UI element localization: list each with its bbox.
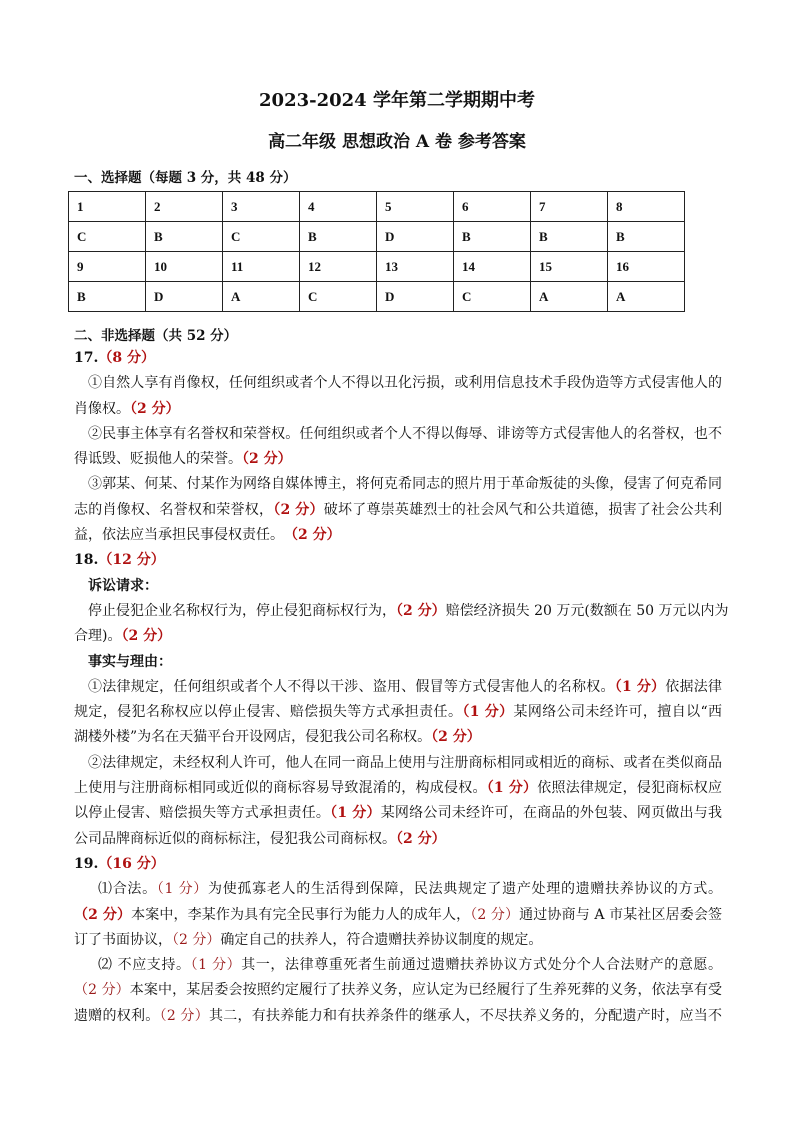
answer-table [68,191,685,312]
question-number-row [69,192,685,222]
table-cell: 15 [531,252,608,282]
table-cell: D [377,222,454,252]
text-segment: 得诋毁、贬损他人的荣誉。 [74,451,242,468]
text-segment: 破坏了尊崇英雄烈士的社会风气和公共道德，损害了社会公共利 [323,501,723,518]
text-line [74,447,722,472]
text-segment: 19. [74,855,99,872]
text-segment: 以停止侵害、赔偿损失等方式承担责任。 [74,805,331,822]
answer-body [74,346,729,1029]
text-segment: 17. [74,350,99,366]
question-heading [74,852,722,877]
text-line [74,903,722,928]
text-segment: 为使孤寡老人的生活得到保障，民法典规定了遗产处理的遗赠扶养协议的方式。 [208,881,723,898]
text-line [74,624,722,649]
text-segment: 依据法律 [665,678,723,695]
text-segment: 确定自己的扶养人，符合遗赠扶养协议制度的规定。 [220,931,543,948]
answer-paragraph [74,751,722,852]
document-title: 2023-2024 学年第二学期期中考 [259,90,535,111]
score-label: （2 分） [396,830,446,847]
table-cell: 2 [146,192,223,222]
text-segment: 肖像权。 [74,400,130,417]
table-cell: 11 [223,252,300,282]
score-label: （2 分） [74,906,132,923]
table-cell: A [531,282,608,312]
question-heading [74,346,722,371]
text-segment: 湖楼外楼”为名在天猫平台开设网店，侵犯我公司名称权。 [74,729,432,746]
score-label: （2 分） [74,982,130,999]
table-cell: B [608,222,685,252]
score-label: （1 分） [462,704,514,721]
text-segment: 某网络公司未经许可，擅自以“西 [513,704,722,721]
table-cell: C [454,282,531,312]
table-cell: B [146,222,223,252]
text-line [74,700,722,725]
table-cell: 3 [223,192,300,222]
text-line [74,675,722,700]
table-cell: 5 [377,192,454,222]
text-segment: 本案中，某居委会按照约定履行了扶养义务，应认定为已经履行了生养死葬的义务，依法享有受 [129,982,723,999]
text-segment: 其一，法律尊重死者生前通过遗赠扶养协议方式处分个人合法财产的意愿。 [241,957,723,974]
table-cell: 12 [300,252,377,282]
text-line [74,877,722,902]
text-segment: 遗赠的权利。 [74,1007,160,1024]
text-line [74,599,729,624]
text-line [74,978,722,1003]
answer-paragraph [74,574,722,599]
answer-row [69,282,685,312]
table-cell: C [69,222,146,252]
table-cell: 10 [146,252,223,282]
text-line [74,650,722,675]
text-segment: 停止侵犯企业名称权行为，停止侵犯商标权行为， [88,602,396,619]
table-cell: 8 [608,192,685,222]
text-segment: 赔偿经济损失 20 万元(数额在 50 万元以内为 [445,602,729,619]
text-segment: 18. [74,552,99,569]
text-line [74,574,722,599]
section-heading-choice: 一、选择题（每题 3 分，共 48 分） [74,170,297,186]
text-line [74,397,722,422]
table-cell: A [608,282,685,312]
table-cell: B [531,222,608,252]
text-segment: 公司品牌商标近似的商标标注，侵犯我公司商标权。 [74,830,396,847]
answer-row [69,222,685,252]
text-line [74,776,722,801]
text-line [74,852,722,877]
text-segment: 通过协商与 A 市某社区居委会签 [519,906,723,923]
text-line [74,751,722,776]
table-cell: D [146,282,223,312]
answer-paragraph [74,675,722,751]
score-label: （2 分） [242,451,292,468]
text-line [74,928,722,953]
text-segment: 本案中，李某作为具有完全民事行为能力人的成年人， [131,906,471,923]
score-label: （2 分） [396,602,446,619]
text-segment: ①法律规定，任何组织或者个人不得以干涉、盗用、假冒等方式侵害他人的名称权。 [88,678,615,695]
score-label: （1 分） [614,678,666,695]
text-segment: 诉讼请求： [88,577,158,594]
table-cell: 1 [69,192,146,222]
text-line [74,523,722,548]
document-subtitle: 高二年级 思想政治 A 卷 参考答案 [268,132,526,152]
text-segment: ②法律规定，未经权利人许可，他人在同一商品上使用与注册商标相同或相近的商标、或者在类似商品 [88,754,722,771]
text-segment: 某网络公司未经许可，在商品的外包装、网页做出与我 [380,805,723,822]
question-number-row [69,252,685,282]
question-heading [74,548,722,573]
table-cell: B [69,282,146,312]
answer-paragraph [74,371,722,422]
table-cell: B [454,222,531,252]
text-line [74,827,722,852]
table-cell: 4 [300,192,377,222]
score-label: （2 分） [121,628,172,645]
text-segment: 依照法律规定，侵犯商标权应 [537,780,723,797]
text-segment: ⑴合法。 [98,881,157,898]
score-label: （1 分） [486,780,538,797]
table-cell: 9 [69,252,146,282]
text-line [74,346,722,371]
text-segment: 上使用与注册商标相同或近似的商标容易导致混淆的，构成侵权。 [74,780,487,797]
table-cell: 7 [531,192,608,222]
text-line [74,725,722,750]
score-label: （1 分） [190,957,242,974]
text-segment: ①自然人享有肖像权，任何组织或者个人不得以丑化污损，或利用信息技术手段伪造等方式侵害他人的 [88,375,722,392]
answer-paragraph [74,953,722,1029]
score-label: （2 分） [273,501,324,518]
table-cell: C [223,222,300,252]
text-segment: 规定，侵犯名称权应以停止侵害、赔偿损失等方式承担责任。 [74,704,463,721]
score-label: （2 分） [470,906,520,923]
answer-paragraph [74,877,722,953]
answer-paragraph [74,422,722,473]
text-line [74,953,722,978]
text-segment: ⑵ 不应支持。 [98,957,191,974]
text-segment: ③郭某、何某、付某作为网络自媒体博主，将何克希同志的照片用于革命叛徒的头像，侵害了何克希同 [88,476,722,493]
section-heading-nonchoice: 二、非选择题（共 52 分） [74,328,238,344]
text-segment: 事实与理由： [88,653,172,670]
text-line [74,1004,722,1029]
score-label: （2 分） [130,400,180,417]
table-cell: D [377,282,454,312]
text-line [74,801,722,826]
score-label: （1 分） [330,805,381,822]
text-line [74,548,722,573]
table-cell: 13 [377,252,454,282]
table-cell: 6 [454,192,531,222]
score-label: （2 分） [431,729,481,746]
text-segment: 订了书面协议， [74,931,172,948]
text-line [74,371,722,396]
table-cell: A [223,282,300,312]
text-line [74,498,722,523]
table-cell: B [300,222,377,252]
text-segment: 益，依法应当承担民事侵权责任。 [74,527,291,544]
table-cell: 14 [454,252,531,282]
text-line [74,422,722,447]
score-label: （2 分） [172,931,221,948]
score-label: （2 分） [291,527,341,544]
score-label: （8 分） [98,350,155,366]
text-segment: 合理)。 [74,628,122,645]
score-label: （16 分） [98,855,165,872]
text-line [74,472,722,497]
table-cell: C [300,282,377,312]
score-label: （12 分） [98,552,165,569]
text-segment: 志的肖像权、名誉权和荣誉权， [74,501,274,518]
score-label: （2 分） [159,1007,209,1024]
text-segment: 其二，有扶养能力和有扶养条件的继承人，不尽扶养义务的，分配遗产时，应当不 [208,1007,723,1024]
score-label: （1 分） [156,881,209,898]
table-cell: 16 [608,252,685,282]
text-segment: ②民事主体享有名誉权和荣誉权。任何组织或者个人不得以侮辱、诽谤等方式侵害他人的名誉权，也不 [88,425,722,442]
answer-paragraph [74,599,729,650]
answer-paragraph [74,650,722,675]
answer-paragraph [74,472,722,548]
